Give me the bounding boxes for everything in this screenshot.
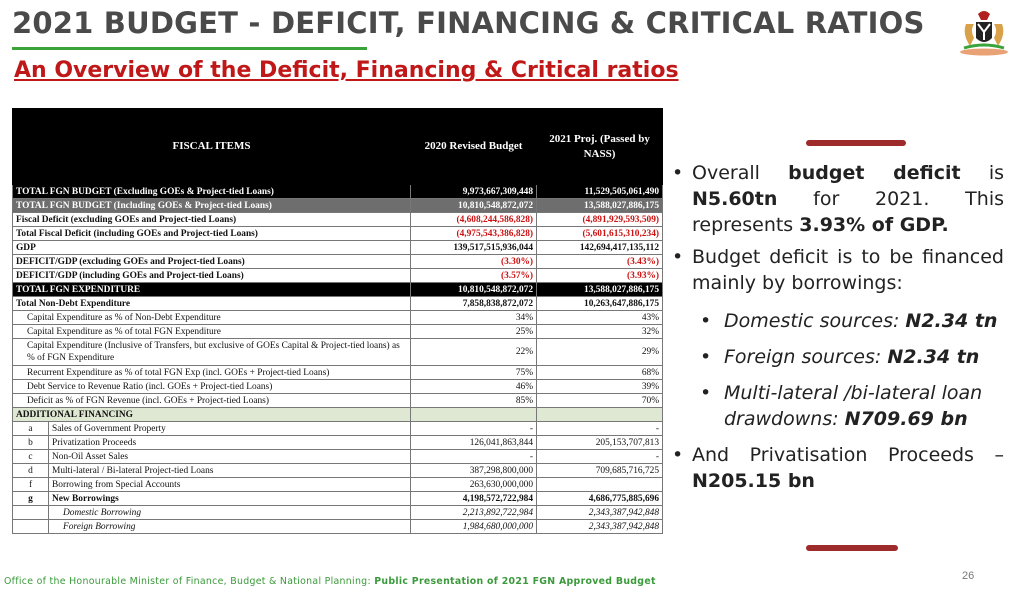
- row-label: DEFICIT/GDP (including GOEs and Project-tied Loans): [13, 269, 411, 283]
- value-2020: 1,984,680,000,000: [411, 520, 537, 534]
- row-label: Borrowing from Special Accounts: [49, 478, 411, 492]
- value-2020: (4,608,244,586,828): [411, 213, 537, 227]
- page-number: 26: [962, 570, 975, 582]
- value-2020: 9,973,667,309,448: [411, 185, 537, 199]
- value-2021: 142,694,417,135,112: [537, 241, 663, 255]
- row-label: Debt Service to Revenue Ratio (incl. GOEs + Project-tied Loans): [13, 380, 411, 394]
- row-label: Recurrent Expenditure as % of total FGN Exp (incl. GOEs + Project-tied Loans): [13, 366, 411, 380]
- table-row: [13, 422, 663, 436]
- table-row: [13, 394, 663, 408]
- row-label: Fiscal Deficit (excluding GOEs and Project-tied Loans): [13, 213, 411, 227]
- sub-bullet-domestic: [672, 308, 1004, 334]
- value-2021: (5,601,615,310,234): [537, 227, 663, 241]
- value-2020: -: [411, 422, 537, 436]
- value-2021: 13,588,027,886,175: [537, 199, 663, 213]
- value-2020: -: [411, 450, 537, 464]
- row-label: Total Fiscal Deficit (including GOEs and Project-tied Loans): [13, 227, 411, 241]
- row-label: Privatization Proceeds: [49, 436, 411, 450]
- row-label: Sales of Government Property: [49, 422, 411, 436]
- value-2021: [537, 478, 663, 492]
- bullet-icon: •: [700, 346, 712, 368]
- value-2021: 43%: [537, 311, 663, 325]
- bullet-emphasis: N2.34 tn: [905, 310, 998, 332]
- value-2021: 13,588,027,886,175: [537, 283, 663, 297]
- row-label: New Borrowings: [49, 492, 411, 506]
- row-label: Domestic Borrowing: [49, 506, 411, 520]
- row-label: Non-Oil Asset Sales: [49, 450, 411, 464]
- sub-bullet-multilateral: [672, 380, 1004, 432]
- table-row: [13, 506, 663, 520]
- bullet-icon: •: [672, 246, 684, 268]
- table-row: [13, 311, 663, 325]
- value-2020: 10,810,548,872,072: [411, 199, 537, 213]
- row-label: TOTAL FGN EXPENDITURE: [13, 283, 411, 297]
- row-label: GDP: [13, 241, 411, 255]
- bullet-icon: •: [700, 382, 712, 404]
- bullet-text: And Privatisation Proceeds –: [692, 444, 1004, 466]
- bullet-text: Foreign sources:: [724, 346, 888, 368]
- value-2021: 32%: [537, 325, 663, 339]
- table-row: [13, 283, 663, 297]
- row-code: [13, 520, 49, 534]
- bullet-text: for 2021. This represents: [692, 188, 1004, 236]
- bullet-text: Budget deficit is to be financed mainly by borrowings:: [692, 246, 1004, 294]
- row-label: DEFICIT/GDP (excluding GOEs and Project-tied Loans): [13, 255, 411, 269]
- col-header-fiscal-items: FISCAL ITEMS: [13, 109, 411, 185]
- bullet-deficit: [672, 160, 1004, 238]
- value-2020: (3.30%): [411, 255, 537, 269]
- row-label: Foreign Borrowing: [49, 520, 411, 534]
- footer-text: Office of the Honourable Minister of Finance, Budget & National Planning:: [4, 576, 375, 587]
- row-label: Total Non-Debt Expenditure: [13, 297, 411, 311]
- bullet-emphasis: N2.34 tn: [887, 346, 980, 368]
- table-row: [13, 450, 663, 464]
- value-2021: 68%: [537, 366, 663, 380]
- fiscal-table-container: [12, 108, 662, 534]
- value-2020: [411, 408, 537, 422]
- table-row: [13, 227, 663, 241]
- table-row: [13, 408, 663, 422]
- value-2021: -: [537, 422, 663, 436]
- value-2020: 10,810,548,872,072: [411, 283, 537, 297]
- table-row: [13, 464, 663, 478]
- table-row: [13, 436, 663, 450]
- value-2020: 139,517,515,936,044: [411, 241, 537, 255]
- value-2020: 126,041,863,844: [411, 436, 537, 450]
- col-header-2021: 2021 Proj. (Passed by NASS): [537, 109, 663, 185]
- table-row: [13, 380, 663, 394]
- bullet-emphasis: N205.15 bn: [692, 470, 815, 492]
- row-label: Capital Expenditure (Inclusive of Transfers, but exclusive of GOEs Capital & Project-tied loans) as % of FGN Expenditure: [13, 339, 411, 366]
- fiscal-items-table: [12, 108, 663, 534]
- summary-bullets: [672, 160, 1004, 494]
- bullet-text: Overall: [692, 162, 789, 184]
- value-2020: 25%: [411, 325, 537, 339]
- value-2020: 75%: [411, 366, 537, 380]
- table-row: [13, 297, 663, 311]
- table-row: [13, 269, 663, 283]
- coat-of-arms-icon: [956, 8, 1012, 56]
- row-code: g: [13, 492, 49, 506]
- value-2021: 39%: [537, 380, 663, 394]
- page-title: 2021 BUDGET - DEFICIT, FINANCING & CRITICAL RATIOS: [12, 6, 925, 40]
- table-row: [13, 241, 663, 255]
- row-label: Deficit as % of FGN Revenue (incl. GOEs + Project-tied Loans): [13, 394, 411, 408]
- bullet-icon: •: [672, 444, 684, 466]
- value-2021: -: [537, 450, 663, 464]
- bullet-text: Domestic sources:: [724, 310, 906, 332]
- table-row: [13, 325, 663, 339]
- row-code: [13, 506, 49, 520]
- bullet-emphasis: 3.93% of GDP.: [799, 214, 949, 236]
- value-2020: 7,858,838,872,072: [411, 297, 537, 311]
- page-subtitle: An Overview of the Deficit, Financing & Critical ratios: [14, 58, 679, 83]
- value-2020: 85%: [411, 394, 537, 408]
- value-2020: 4,198,572,722,984: [411, 492, 537, 506]
- bullet-emphasis: N5.60tn: [692, 188, 778, 210]
- bullet-icon: •: [672, 162, 684, 184]
- row-label: TOTAL FGN BUDGET (Including GOEs & Project-tied Loans): [13, 199, 411, 213]
- value-2020: 2,213,892,722,984: [411, 506, 537, 520]
- row-code: c: [13, 450, 49, 464]
- table-row: [13, 492, 663, 506]
- value-2020: 22%: [411, 339, 537, 366]
- title-underline: [12, 47, 367, 50]
- decorative-bar-top: [806, 140, 906, 146]
- table-row: [13, 478, 663, 492]
- table-row: [13, 520, 663, 534]
- decorative-bar-bottom: [806, 545, 898, 551]
- value-2021: 70%: [537, 394, 663, 408]
- row-code: f: [13, 478, 49, 492]
- value-2020: (3.57%): [411, 269, 537, 283]
- row-label: ADDITIONAL FINANCING: [13, 408, 411, 422]
- row-code: d: [13, 464, 49, 478]
- value-2021: 2,343,387,942,848: [537, 520, 663, 534]
- footer: [4, 576, 656, 587]
- row-code: b: [13, 436, 49, 450]
- table-row: [13, 366, 663, 380]
- bullet-text: is: [960, 162, 1005, 184]
- bullet-emphasis: budget deficit: [788, 162, 961, 184]
- value-2021: 4,686,775,885,696: [537, 492, 663, 506]
- sub-bullet-foreign: [672, 344, 1004, 370]
- row-code: a: [13, 422, 49, 436]
- value-2021: (4,891,929,593,509): [537, 213, 663, 227]
- table-row: [13, 213, 663, 227]
- col-header-2020: 2020 Revised Budget: [411, 109, 537, 185]
- table-row: [13, 199, 663, 213]
- value-2021: 2,343,387,942,848: [537, 506, 663, 520]
- bullet-financing: [672, 244, 1004, 296]
- table-row: [13, 185, 663, 199]
- value-2020: 387,298,800,000: [411, 464, 537, 478]
- value-2021: 10,263,647,886,175: [537, 297, 663, 311]
- row-label: TOTAL FGN BUDGET (Excluding GOEs & Project-tied Loans): [13, 185, 411, 199]
- row-label: Multi-lateral / Bi-lateral Project-tied Loans: [49, 464, 411, 478]
- value-2020: 46%: [411, 380, 537, 394]
- value-2020: 263,630,000,000: [411, 478, 537, 492]
- value-2021: (3.43%): [537, 255, 663, 269]
- table-row: [13, 339, 663, 366]
- footer-emphasis: Public Presentation of 2021 FGN Approved Budget: [374, 576, 656, 587]
- value-2021: (3.93%): [537, 269, 663, 283]
- bullet-icon: •: [700, 310, 712, 332]
- value-2020: 34%: [411, 311, 537, 325]
- value-2021: 205,153,707,813: [537, 436, 663, 450]
- value-2021: 709,685,716,725: [537, 464, 663, 478]
- row-label: Capital Expenditure as % of total FGN Expenditure: [13, 325, 411, 339]
- value-2021: 11,529,505,061,490: [537, 185, 663, 199]
- value-2021: [537, 408, 663, 422]
- row-label: Capital Expenditure as % of Non-Debt Expenditure: [13, 311, 411, 325]
- bullet-privatisation: [672, 442, 1004, 494]
- table-row: [13, 255, 663, 269]
- bullet-emphasis: N709.69 bn: [844, 408, 968, 430]
- value-2021: 29%: [537, 339, 663, 366]
- value-2020: (4,975,543,386,828): [411, 227, 537, 241]
- bullet-text: Multi-lateral /bi-lateral loan drawdowns:: [724, 382, 983, 430]
